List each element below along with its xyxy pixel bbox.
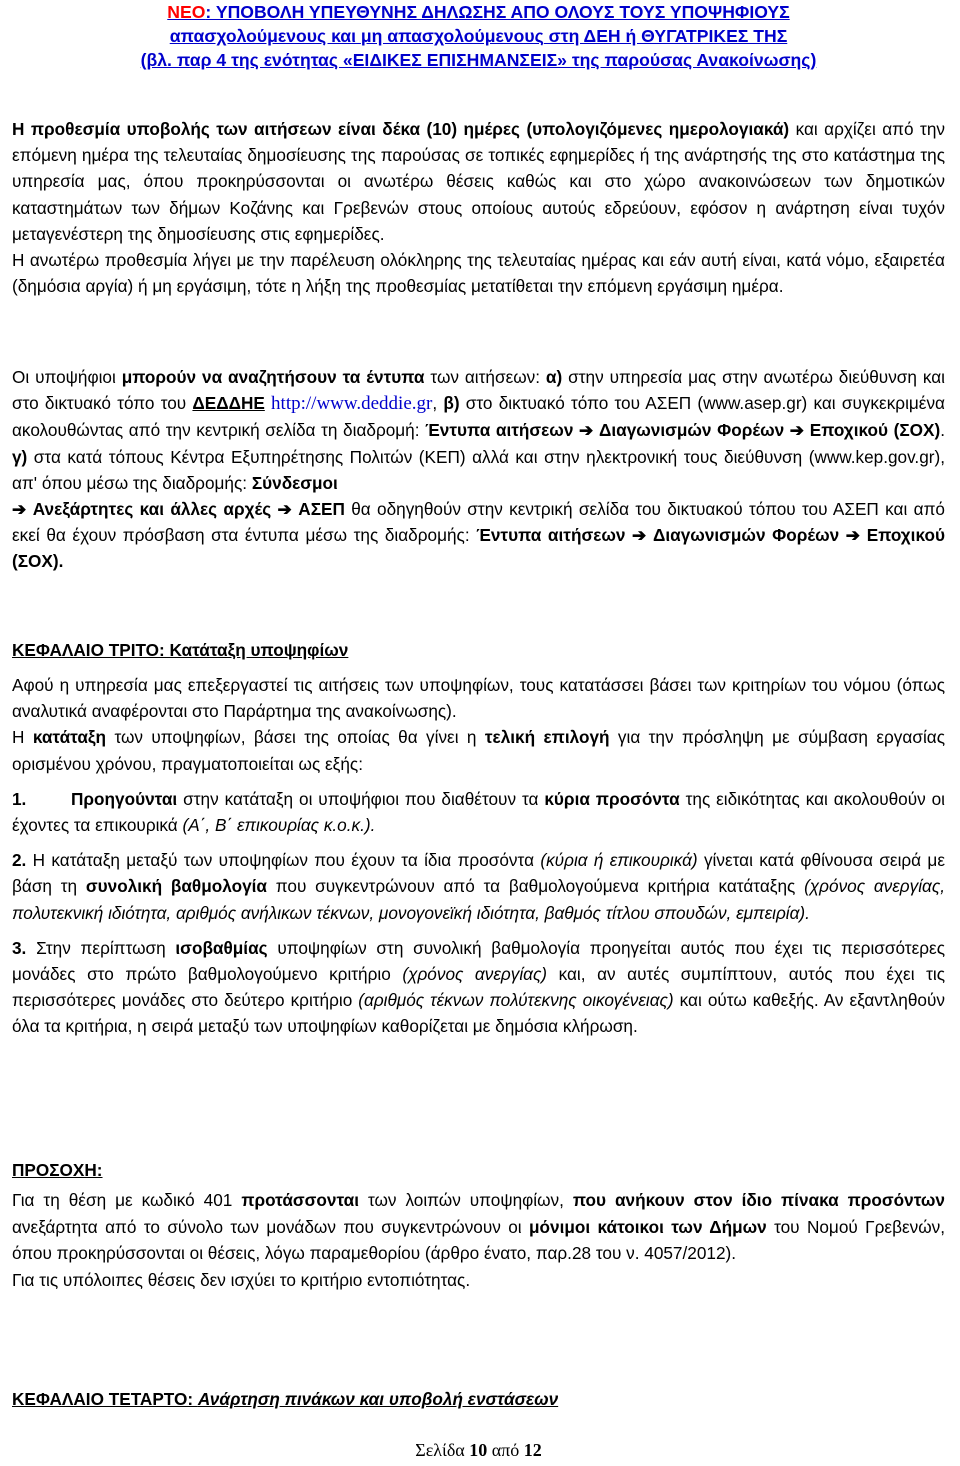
forms-paragraph: Οι υποψήφιοι μπορούν να αναζητήσουν τα έντυπα των αιτήσεων: α) στην υπηρεσία μας στην ανωτέρω διεύθυνση και στο δικτυακό τόπο του ΔΕΔΔΗΕ http://www.deddie.gr, β) στο δικτυακό τόπο του ΑΣΕΠ (www.asep.gr) και συγκεκριμένα ακολουθώντας από την κεντρική σελίδα τη διαδρομή: Έντυπα αιτήσεων ➔ Διαγωνισμών Φορέων ➔ Εποχικού (ΣΟΧ). γ) στα κατά τόπους Κέντρα Εξυπηρέτησης Πολιτών (ΚΕΠ) αλλά και στην ηλεκτρονική τους διεύθυνση (www.kep.gov.gr), απ' όπου μέσω της διαδρομής: Σύνδεσμοι ➔ Ανεξάρτητες και άλλες αρχές ➔ ΑΣΕΠ θα οδηγηθούν στην κεντρική σελίδα του δικτυακού τόπου του ΑΣΕΠ και από εκεί θα έχουν πρόσβαση στα έντυπα μέσω της διαδρομής: Έντυπα αιτήσεων ➔ Διαγωνισμών Φορέων ➔ Εποχικού (ΣΟΧ). [12, 367, 946, 572]
ranking-item-1: 1. Προηγούνται στην κατάταξη οι υποψήφιοι που διαθέτουν τα κύρια προσόντα της ειδικότητας και ακολουθούν οι έχοντες τα επικουρικά (Α΄, Β΄ επικουρίας κ.ο.κ.). [12, 788, 945, 836]
attention-note [12, 1157, 945, 1293]
attention-locality-note: Για τις υπόλοιπες θέσεις δεν ισχύει το κριτήριο εντοπιότητας. [12, 1269, 471, 1290]
ranking-item-3: 3. Στην περίπτωση ισοβαθμίας υποψηφίων στη συνολική βαθμολογία προηγείται αυτός που έχει τις περισσότερες μονάδες στο πρώτο βαθμολογούμενο κριτήριο (χρόνος ανεργίας) και, αν αυτές συμπίπτουν, αυτός που έχει τις περισσότερες μονάδες στο δεύτερο κριτήριο (αριθμός τέκνων πολύτεκνης οικογένειας) και ούτω καθεξής. Αν εξαντληθούν όλα τα κριτήρια, η σειρά μεταξύ των υποψηφίων καθορίζεται με δημόσια κλήρωση. [12, 937, 945, 1037]
document-page [12, 0, 946, 1460]
attention-title: ΠΡΟΣΟΧΗ: [12, 1160, 103, 1180]
chapter-three-title: ΚΕΦΑΛΑΙΟ ΤΡΙΤΟ: Κατάταξη υποψηφίων [12, 640, 349, 660]
chapter-four [12, 1386, 945, 1412]
arrow-right-icon: ➔ [845, 525, 861, 546]
page-footer: Σελίδα 10 από 12 [415, 1440, 542, 1460]
deddie-link[interactable]: http://www.deddie.gr [271, 393, 433, 415]
deadline-paragraph: Η προθεσμία υποβολής των αιτήσεων είναι δέκα (10) ημέρες (υπολογιζόμενες ημερολογιακά) και αρχίζει από την επόμενη ημέρα της τελευταίας δημοσίευσης της παρούσας σε τοπικές εφημερίδες ή της ανάρτησής της στο κατάστημα της υπηρεσία μας, όπου προκηρύσσονται οι ανωτέρω θέσεις καθώς και στο χώρο ανακοινώσεων των δημοτικών καταστημάτων των δήμων Κοζάνης και Γρεβενών στους οποίους αυτούς εδρεύουν, εφόσον η ανάρτηση είναι τυχόν μεταγενέστερη της δημοσίευσης στις εφημερίδες. [12, 119, 945, 244]
page-number: 10 [469, 1440, 488, 1460]
chapter-three-ranking: Η κατάταξη των υποψηφίων, βάσει της οποίας θα γίνει η τελική επιλογή για την πρόσληψη με σύμβαση εργασίας ορισμένου χρόνου, πραγματοποιείται ως εξής: [12, 727, 945, 774]
page-total: 12 [523, 1440, 542, 1460]
header-line-2: απασχολούμενους και μη απασχολούμενους στη ΔΕΗ ή ΘΥΓΑΤΡΙΚΕΣ ΤΗΣ [169, 26, 788, 46]
arrow-right-icon: ➔ [632, 525, 647, 546]
ranking-item-2: 2. Η κατάταξη μεταξύ των υποψηφίων που έχουν τα ίδια προσόντα (κύρια ή επικουρικά) γίνεται κατά φθίνουσα σειρά με βάση τη συνολική βαθμολογία που συγκεντρώνουν από τα βαθμολογούμενα κριτήρια κατάταξης (χρόνος ανεργίας, πολυτεκνική ιδιότητα, αριθμός ανήλικων τέκνων, μονογονεϊκή ιδιότητα, βαθμός τίτλου σπουδών, εμπειρία). [12, 850, 946, 923]
arrow-right-icon: ➔ [789, 420, 805, 441]
forms-section [12, 364, 945, 575]
chapter-four-title: ΚΕΦΑΛΑΙΟ ΤΕΤΑΡΤΟ: Ανάρτηση πινάκων και υποβολή ενστάσεων [12, 1389, 559, 1409]
chapter-three-intro: Αφού η υπηρεσία μας επεξεργαστεί τις αιτήσεις των υποψηφίων, τους κατατάσσει βάσει των κριτηρίων του νόμου (όπως αναλυτικά αναφέρονται στο Παράρτημα της ανακοίνωσης). [12, 675, 945, 722]
notice-header [12, 0, 945, 72]
chapter-three [12, 637, 945, 1040]
deadline-section [12, 116, 945, 299]
arrow-right-icon: ➔ [579, 420, 594, 441]
arrow-right-icon: ➔ [277, 499, 292, 520]
expiry-paragraph: Η ανωτέρω προθεσμία λήγει με την παρέλευση ολόκληρης της τελευταίας ημέρας και εάν αυτή είναι, κατά νόμο, εξαιρετέα (δημόσια αργία) ή μη εργάσιμη, τότε η λήξη της προθεσμίας μετατίθεται την επόμενη εργάσιμη ημέρα. [12, 250, 945, 297]
arrow-right-icon: ➔ [12, 499, 27, 520]
attention-paragraph: Για τη θέση με κωδικό 401 προτάσσονται των λοιπών υποψηφίων, που ανήκουν στον ίδιο πίνακα προσόντων ανεξάρτητα από το σύνολο των μονάδων που συγκεντρώνουν οι μόνιμοι κάτοικοι των Δήμων του Νομού Γρεβενών, όπου προκηρύσσονται οι θέσεις, λόγω παραμεθορίου (άρθρο ένατο, παρ.28 του ν. 4057/2012). [12, 1190, 945, 1263]
header-line-1: ΝΕΟ: ΥΠΟΒΟΛΗ ΥΠΕΥΘΥΝΗΣ ΔΗΛΩΣΗΣ ΑΠΟ ΟΛΟΥΣ ΤΟΥΣ ΥΠΟΨΗΦΙΟΥΣ [167, 2, 790, 22]
header-line-3: (βλ. παρ 4 της ενότητας «ΕΙΔΙΚΕΣ ΕΠΙΣΗΜΑΝΣΕΙΣ» της παρούσας Ανακοίνωσης) [140, 50, 817, 70]
